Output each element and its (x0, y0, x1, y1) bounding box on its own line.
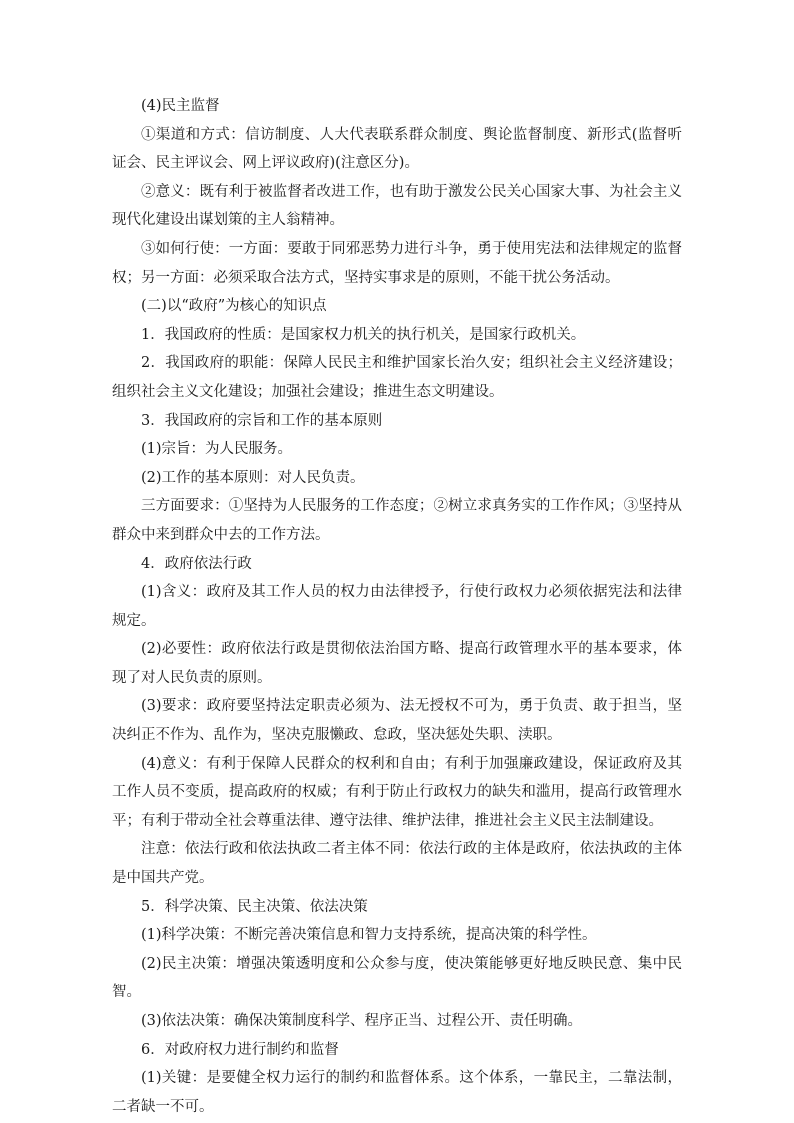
paragraph-meaning: (1)含义：政府及其工作人员的权力由法律授予，行使行政权力必须依据宪法和法律规定。 (112, 584, 682, 629)
section-heading-government: (二)以“政府”为核心的知识点 (141, 298, 327, 315)
item-government-purpose-heading: 3．我国政府的宗旨和工作的基本原则 (141, 412, 383, 429)
paragraph-note: 注意：依法行政和依法执政二者主体不同：依法行政的主体是政府，依法执政的主体是中国共产党。 (112, 841, 682, 887)
item-administration-by-law-heading: 4．政府依法行政 (141, 555, 252, 572)
paragraph-requirements: (3)要求：政府要坚持法定职责必须为、法无授权不可为，勇于负责、敢于担当，坚决纠正不作为、乱作为，坚决克服懒政、怠政，坚决惩处失职、渎职。 (112, 698, 682, 744)
paragraph-democratic-decision: (2)民主决策：增强决策透明度和公众参与度，使决策能够更好地反映民意、集中民智。 (112, 955, 682, 1001)
paragraph-necessity: (2)必要性：政府依法行政是贯彻依法治国方略、提高行政管理水平的基本要求，体现了对人民负责的原则。 (112, 641, 682, 686)
paragraph-channels-methods: ①渠道和方式：信访制度、人大代表联系群众制度、舆论监督制度、新形式(监督听证会、民主评议会、网上评议政府)(注意区分)。 (112, 126, 682, 172)
paragraph-lawful-decision: (3)依法决策：确保决策制度科学、程序正当、过程公开、责任明确。 (141, 1013, 583, 1029)
heading-democratic-supervision: (4)民主监督 (141, 98, 220, 114)
paragraph-three-requirements: 三方面要求：①坚持为人民服务的工作态度；②树立求真务实的工作作风；③坚持从群众中来到群众中去的工作方法。 (112, 498, 682, 543)
item-government-nature: 1．我国政府的性质：是国家权力机关的执行机关，是国家行政机关。 (141, 326, 586, 343)
paragraph-key: (1)关键：是要健全权力运行的制约和监督体系。这个体系，一靠民主，二靠法制，二者缺一不可。 (112, 1070, 682, 1115)
item-decision-making-heading: 5．科学决策、民主决策、依法决策 (141, 898, 368, 915)
paragraph-purpose: (1)宗旨：为人民服务。 (141, 441, 293, 458)
paragraph-significance: ②意义：既有利于被监督者改进工作，也有助于激发公民关心国家大事、为社会主义现代化建设出谋划策的主人翁精神。 (112, 183, 682, 229)
item-power-supervision-heading: 6．对政府权力进行制约和监督 (141, 1041, 339, 1058)
paragraph-how-to-exercise: ③如何行使：一方面：要敢于同邪恶势力进行斗争，勇于使用宪法和法律规定的监督权；另一方面：必须采取合法方式，坚持实事求是的原则，不能干扰公务活动。 (112, 240, 682, 286)
item-government-functions: 2．我国政府的职能：保障人民民主和维护国家长治久安；组织社会主义经济建设；组织社会主义文化建设；加强社会建设；推进生态文明建设。 (112, 355, 682, 400)
paragraph-scientific-decision: (1)科学决策：不断完善决策信息和智力支持系统，提高决策的科学性。 (141, 927, 597, 944)
paragraph-basic-principle: (2)工作的基本原则：对人民负责。 (141, 469, 365, 486)
paragraph-significance-law: (4)意义：有利于保障人民群众的权利和自由；有利于加强廉政建设，保证政府及其工作人员不变质，提高政府的权威；有利于防止行政权力的缺失和滥用，提高行政管理水平；有利于带动全社会尊重法律、遵守法律、维护法律，推进社会主义民主法制建设。 (112, 755, 682, 829)
document-page (112, 92, 682, 1121)
